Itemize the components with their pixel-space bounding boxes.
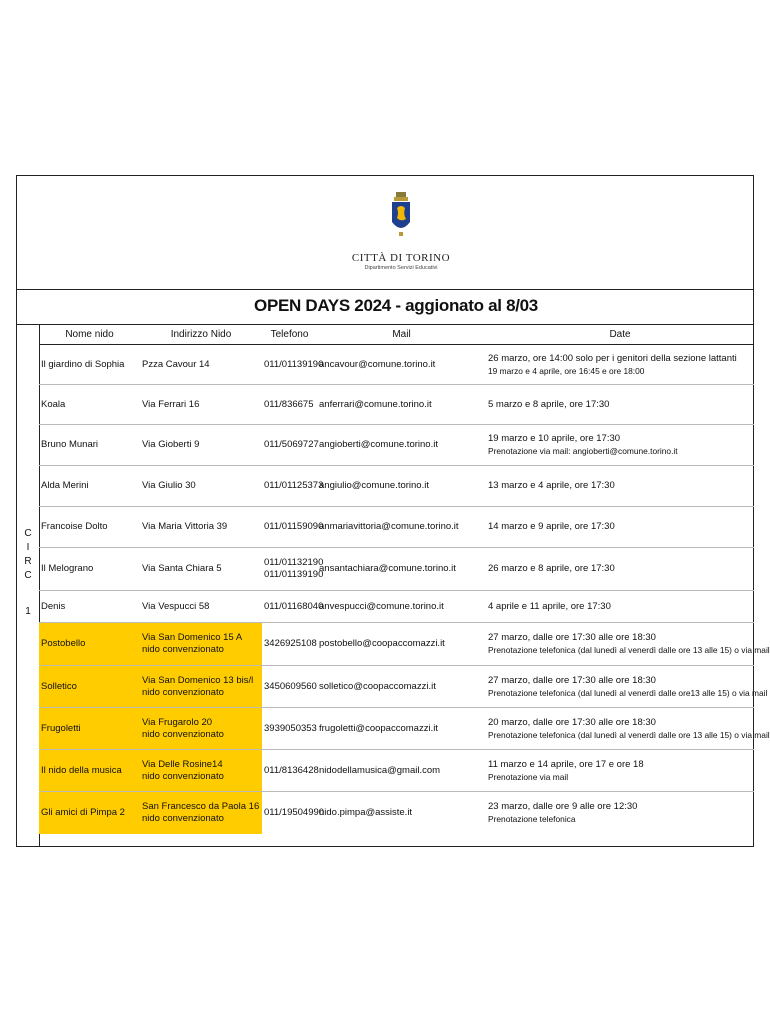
cell-date [486,623,770,666]
nido-name: Denis [41,600,66,612]
booking-info: 19 marzo e 4 aprile, ore 16:45 e ore 18:00 [488,365,645,376]
table-row [39,591,754,623]
cell-mail [317,507,486,548]
nido-address: Via Maria Vittoria 39 [142,521,228,532]
nido-name: Francoise Dolto [41,521,108,532]
table-row [39,792,754,834]
nido-phone: 011/01139190 [264,358,324,370]
cell-telefono [262,385,317,425]
cell-nome [39,466,140,507]
cell-mail [317,750,486,792]
nido-phone: 011/01132190 [264,557,324,568]
cell-nome [39,345,140,385]
nido-email: nidodellamusica@gmail.com [319,764,441,776]
cell-mail [317,425,486,466]
nido-name: Bruno Munari [41,439,99,450]
open-day-dates: 20 marzo, dalle ore 17:30 alle ore 18:30 [488,716,656,728]
nido-address: Via San Domenico 13 bis/l [142,674,254,686]
cell-nome [39,385,140,425]
nido-email: angioberti@comune.torino.it [319,439,438,450]
nido-name: Il nido della musica [41,764,122,776]
cell-indirizzo [140,591,262,623]
cell-mail [317,708,486,750]
cell-mail [317,792,486,834]
nido-address: Via Gioberti 9 [142,439,200,450]
table-header-row [39,324,754,345]
nido-address: San Francesco da Paola 16 [142,800,260,812]
cell-telefono [262,591,324,623]
open-day-dates: 11 marzo e 14 aprile, ore 17 e ore 18 [488,758,644,770]
open-day-dates: 13 marzo e 4 aprile, ore 17:30 [488,480,615,491]
column-header-mail: Mail [317,324,486,345]
nido-address: Pzza Cavour 14 [142,358,210,370]
cell-nome [39,548,140,591]
nido-phone: 011/01159090 [264,521,324,532]
cell-mail [317,666,486,708]
nido-name: Koala [41,398,66,410]
cell-date [486,345,754,385]
table-row [39,507,754,548]
cell-date [486,425,754,466]
open-day-dates: 19 marzo e 10 aprile, ore 17:30 [488,433,621,444]
nido-phone: 3450609560 [264,680,317,692]
nido-phone: 011/836675 [264,398,314,410]
nido-phone: 011/5069727 [264,439,319,450]
title-row [17,289,753,325]
cell-mail [317,623,486,666]
nido-address: Via Santa Chiara 5 [142,563,222,574]
table-row [39,708,754,750]
nido-phone: 011/01168040 [264,600,324,612]
nido-address: Via San Domenico 15 A [142,632,243,643]
cell-indirizzo [140,466,262,507]
cell-telefono [262,750,317,792]
city-name: CITTÀ DI TORINO [351,252,451,264]
booking-info: Prenotazione telefonica (dal lunedì al venerdì dalle ore13 alle 15) o via mail [488,687,768,698]
cell-mail [317,466,486,507]
table-row [39,466,754,507]
table-row [39,750,754,792]
column-header-date: Date [486,324,754,345]
nido-email: postobello@coopaccomazzi.it [319,638,445,649]
nido-email: angiulio@comune.torino.it [319,480,429,491]
cell-telefono [262,345,324,385]
circoscrizione-label [17,527,39,583]
cell-telefono [262,623,317,666]
open-day-dates: 23 marzo, dalle ore 9 alle ore 12:30 [488,800,638,812]
nido-email: anferrari@comune.torino.it [319,398,432,410]
cell-indirizzo [140,425,262,466]
nido-name: Il Melograno [41,563,94,574]
cell-nome [39,666,140,708]
nido-name: Frugoletti [41,722,81,734]
cell-date [486,548,754,591]
open-day-dates: 27 marzo, dalle ore 17:30 alle ore 18:30 [488,674,656,686]
cell-indirizzo [140,708,262,750]
cell-nome [39,750,140,792]
nido-phone: 011/19504990 [264,806,325,818]
column-header-telefono: Telefono [262,324,317,345]
column-header-indirizzo: Indirizzo Nido [140,324,262,345]
cell-date [486,507,754,548]
table-row [39,548,754,591]
nido-address: Via Vespucci 58 [142,600,210,612]
booking-info: Prenotazione telefonica [488,813,576,824]
nido-name: Postobello [41,638,86,649]
cell-telefono [262,425,317,466]
table-row [39,623,754,666]
nido-email: solletico@coopaccomazzi.it [319,680,436,692]
nido-phone: 3939050353 [264,722,317,734]
cell-date [486,792,754,834]
cell-date [486,666,768,708]
open-day-dates: 26 marzo, ore 14:00 solo per i genitori della sezione lattanti [488,352,737,364]
cell-nome [39,708,140,750]
open-day-dates: 27 marzo, dalle ore 17:30 alle ore 18:30 [488,632,656,643]
cell-nome [39,623,140,666]
cell-nome [39,591,140,623]
open-days-table [39,324,770,834]
nido-email: ancavour@comune.torino.it [319,358,436,370]
cell-date [486,708,770,750]
city-crest-icon [391,192,411,242]
cell-date [486,385,754,425]
circoscrizione-number: 1 [25,606,31,617]
nido-name: Il giardino di Sophia [41,358,125,370]
circoscrizione-text: C I R C [24,528,32,581]
table-row [39,385,754,425]
cell-mail [317,385,486,425]
cell-indirizzo [140,750,262,792]
column-header-nome: Nome nido [39,324,140,345]
circoscrizione-column [17,324,40,846]
cell-mail [317,548,486,591]
cell-nome [39,425,140,466]
cell-date [486,591,754,623]
open-day-dates: 5 marzo e 8 aprile, ore 17:30 [488,398,610,410]
nido-name: Gli amici di Pimpa 2 [41,806,125,818]
nido-address: Via Giulio 30 [142,480,196,491]
nido-name: Alda Merini [41,480,89,491]
nido-address: Via Delle Rosine14 [142,758,223,770]
cell-indirizzo [140,385,262,425]
nido-email: ansantachiara@comune.torino.it [319,563,456,574]
cell-mail [317,591,486,623]
booking-info: Prenotazione via mail: angioberti@comune.torino.it [488,446,678,456]
cell-mail [317,345,486,385]
cell-date [486,466,754,507]
nido-type: nido convenzionato [142,812,224,824]
nido-phone: 011/8136428 [264,764,319,776]
open-day-dates: 4 aprile e 11 aprile, ore 17:30 [488,600,611,612]
cell-date [486,750,754,792]
cell-telefono [262,666,317,708]
table-row [39,425,754,466]
cell-telefono [262,792,325,834]
table-row [39,666,754,708]
open-day-dates: 26 marzo e 8 aprile, ore 17:30 [488,563,615,574]
nido-type: nido convenzionato [142,770,224,782]
logo-area [17,176,753,290]
nido-type: nido convenzionato [142,728,224,740]
cell-telefono [262,708,317,750]
nido-address: Via Ferrari 16 [142,398,200,410]
nido-phone-alt: 011/01139190 [264,569,324,580]
cell-indirizzo [140,345,262,385]
page-title: OPEN DAYS 2024 - aggionato al 8/03 [254,296,538,315]
nido-type: nido convenzionato [142,644,224,655]
nido-address: Via Frugarolo 20 [142,716,213,728]
cell-nome [39,507,140,548]
nido-phone: 3426925108 [264,638,317,649]
booking-info: Prenotazione telefonica (dal lunedì al venerdì dalle ore 13 alle 15) o via mail [488,645,770,655]
booking-info: Prenotazione via mail [488,771,569,782]
cell-indirizzo [140,792,262,834]
nido-name: Solletico [41,680,77,692]
cell-indirizzo [140,548,262,591]
table-row [39,345,754,385]
cell-indirizzo [140,623,262,666]
nido-email: anmariavittoria@comune.torino.it [319,521,459,532]
nido-email: nido.pimpa@assiste.it [319,806,413,818]
cell-telefono [262,507,324,548]
nido-type: nido convenzionato [142,686,224,698]
cell-indirizzo [140,507,262,548]
nido-email: frugoletti@coopaccomazzi.it [319,722,438,734]
cell-telefono [262,548,324,591]
document-sheet [16,175,770,847]
cell-telefono [262,466,324,507]
cell-nome [39,792,140,834]
open-day-dates: 14 marzo e 9 aprile, ore 17:30 [488,521,615,532]
nido-email: anvespucci@comune.torino.it [319,600,444,612]
cell-indirizzo [140,666,262,708]
city-department: Dipartimento Servizi Educativi [364,265,438,271]
nido-phone: 011/01125373 [264,480,324,491]
booking-info: Prenotazione telefonica (dal lunedì al venerdì dalle ore 13 alle 15) o via mail [488,729,770,740]
